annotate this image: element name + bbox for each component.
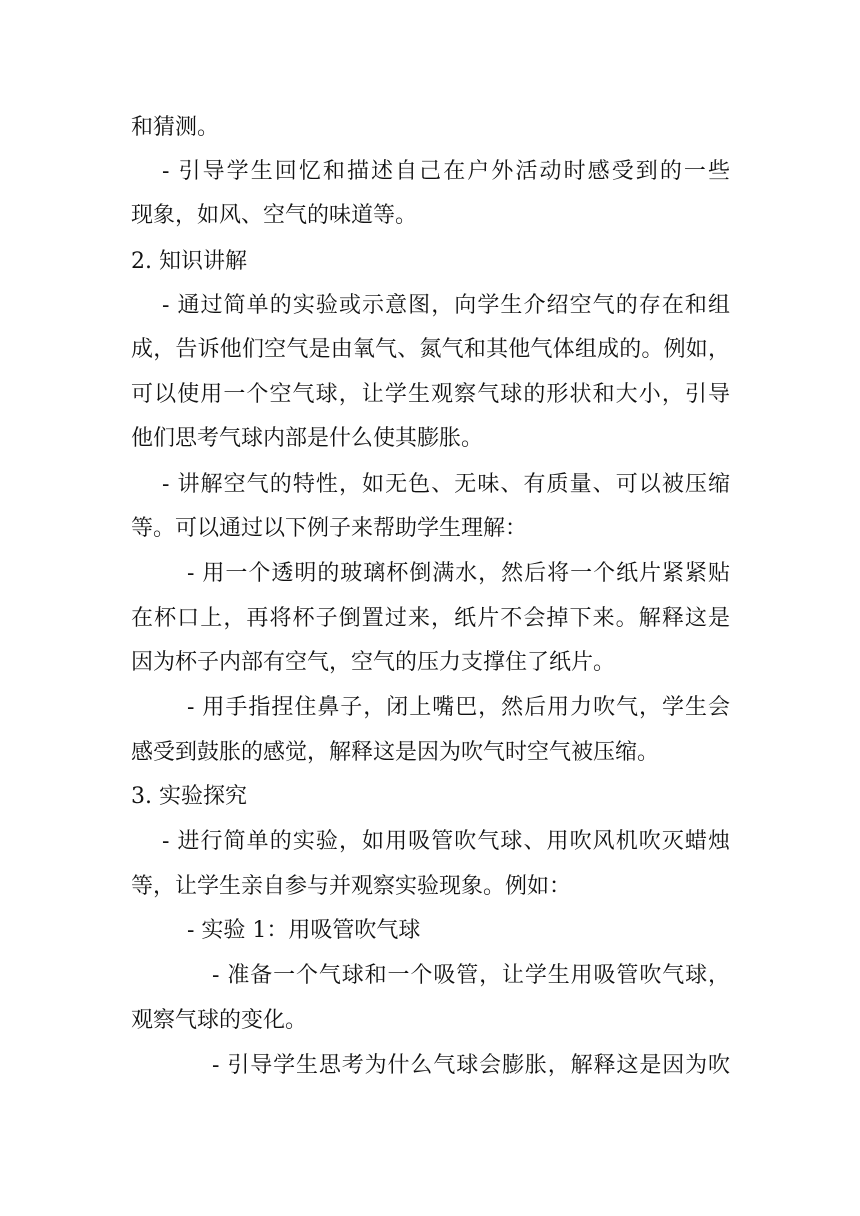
text-line: 等，让学生亲自参与并观察实验现象。例如： — [131, 874, 572, 899]
bullet-line: - 引导学生思考为什么气球会膨胀，解释这是因为吹 — [212, 1053, 730, 1078]
text-line: 在杯口上，再将杯子倒置过来，纸片不会掉下来。解释这是 — [131, 606, 730, 631]
text-line: 成，告诉他们空气是由氧气、氮气和其他气体组成的。例如， — [131, 337, 730, 362]
bullet-line: - 实验 1：用吸管吹气球 — [187, 918, 421, 943]
text-line: 观察气球的变化。 — [131, 1008, 308, 1033]
bullet-line: - 讲解空气的特性，如无色、无味、有质量、可以被压缩 — [162, 472, 730, 497]
text-line: 现象，如风、空气的味道等。 — [131, 203, 418, 228]
text-line: 感受到鼓胀的感觉，解释这是因为吹气时空气被压缩。 — [131, 740, 660, 765]
text-line: 他们思考气球内部是什么使其膨胀。 — [131, 426, 484, 451]
text-line: 可以使用一个空气球，让学生观察气球的形状和大小，引导 — [131, 382, 730, 407]
section-heading: 2. 知识讲解 — [131, 249, 247, 274]
bullet-line: - 引导学生回忆和描述自己在户外活动时感受到的一些 — [162, 159, 730, 184]
bullet-line: - 通过简单的实验或示意图，向学生介绍空气的存在和组 — [162, 293, 730, 318]
bullet-line: - 用一个透明的玻璃杯倒满水，然后将一个纸片紧紧贴 — [187, 561, 730, 586]
section-heading: 3. 实验探究 — [131, 784, 247, 809]
bullet-line: - 进行简单的实验，如用吸管吹气球、用吹风机吹灭蜡烛 — [162, 829, 730, 854]
bullet-line: - 准备一个气球和一个吸管，让学生用吸管吹气球， — [212, 963, 730, 988]
text-line: 等。可以通过以下例子来帮助学生理解： — [131, 516, 528, 541]
bullet-line: - 用手指捏住鼻子，闭上嘴巴，然后用力吹气，学生会 — [187, 695, 730, 720]
text-line: 和猜测。 — [131, 115, 220, 140]
text-line: 因为杯子内部有空气，空气的压力支撑住了纸片。 — [131, 650, 616, 675]
